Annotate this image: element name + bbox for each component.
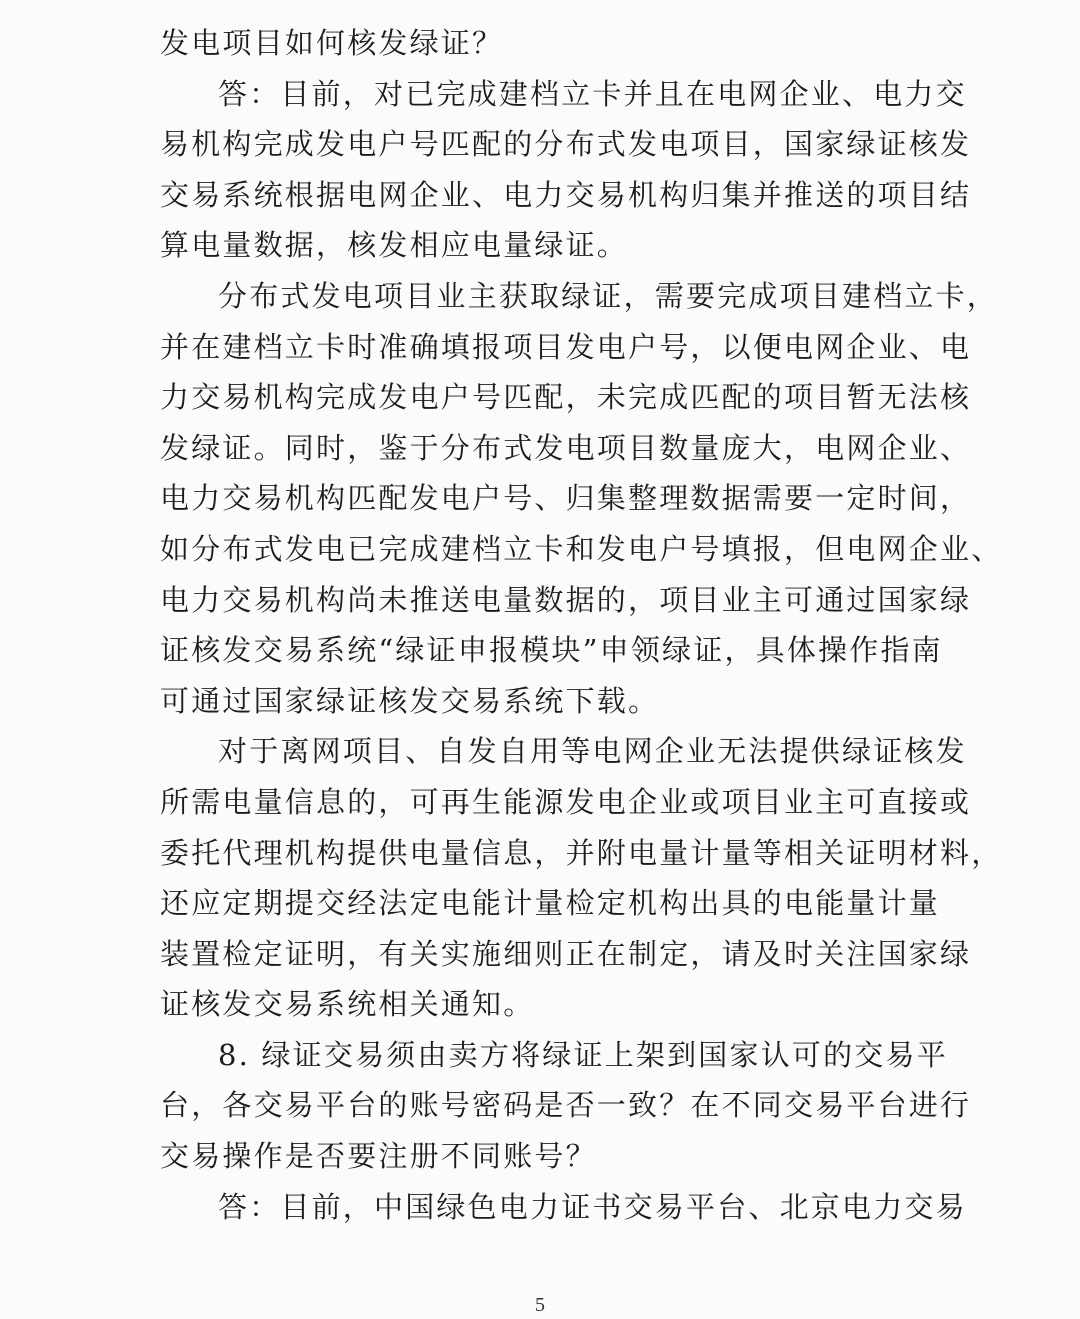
text-line: 对于离网项目、自发自用等电网企业无法提供绿证核发 — [218, 734, 967, 769]
text-line: 答：目前，对已完成建档立卡并且在电网企业、电力交 — [218, 76, 967, 111]
text-line: 交易系统根据电网企业、电力交易机构归集并推送的项目结 — [160, 177, 972, 212]
document-body — [160, 18, 1003, 1232]
text-line: 如分布式发电已完成建档立卡和发电户号填报，但电网企业、 — [160, 531, 1003, 566]
question-line: 台，各交易平台的账号密码是否一致？在不同交易平台进行 — [160, 1088, 972, 1123]
text-line: 可通过国家绿证核发交易系统下载。 — [160, 683, 660, 718]
text-line: 发绿证。同时，鉴于分布式发电项目数量庞大，电网企业、 — [160, 430, 972, 465]
text-line: 并在建档立卡时准确填报项目发电户号，以便电网企业、电 — [160, 329, 972, 364]
text-line: 证核发交易系统相关通知。 — [160, 987, 535, 1022]
text-line: 装置检定证明，有关实施细则正在制定，请及时关注国家绿 — [160, 936, 972, 971]
text-line: 电力交易机构尚未推送电量数据的，项目业主可通过国家绿 — [160, 582, 972, 617]
answer-line: 答：目前，中国绿色电力证书交易平台、北京电力交易 — [218, 1189, 967, 1224]
page-number: 5 — [535, 1294, 545, 1316]
text-line: 算电量数据，核发相应电量绿证。 — [160, 228, 629, 263]
question-line: 交易操作是否要注册不同账号？ — [160, 1139, 597, 1174]
text-line: 委托代理机构提供电量信息，并附电量计量等相关证明材料， — [160, 835, 1003, 870]
question-line: 8. 绿证交易须由卖方将绿证上架到国家认可的交易平 — [218, 1037, 948, 1072]
text-line: 力交易机构完成发电户号匹配，未完成匹配的项目暂无法核 — [160, 380, 972, 415]
text-line: 所需电量信息的，可再生能源发电企业或项目业主可直接或 — [160, 784, 972, 819]
text-line: 易机构完成发电户号匹配的分布式发电项目，国家绿证核发 — [160, 127, 972, 162]
text-line: 分布式发电项目业主获取绿证，需要完成项目建档立卡， — [218, 278, 999, 313]
text-line: 还应定期提交经法定电能计量检定机构出具的电能量计量 — [160, 886, 941, 921]
text-line: 证核发交易系统“绿证申报模块”申领绿证，具体操作指南 — [160, 633, 943, 668]
text-line: 发电项目如何核发绿证？ — [160, 26, 504, 60]
text-line: 电力交易机构匹配发电户号、归集整理数据需要一定时间， — [160, 481, 972, 516]
